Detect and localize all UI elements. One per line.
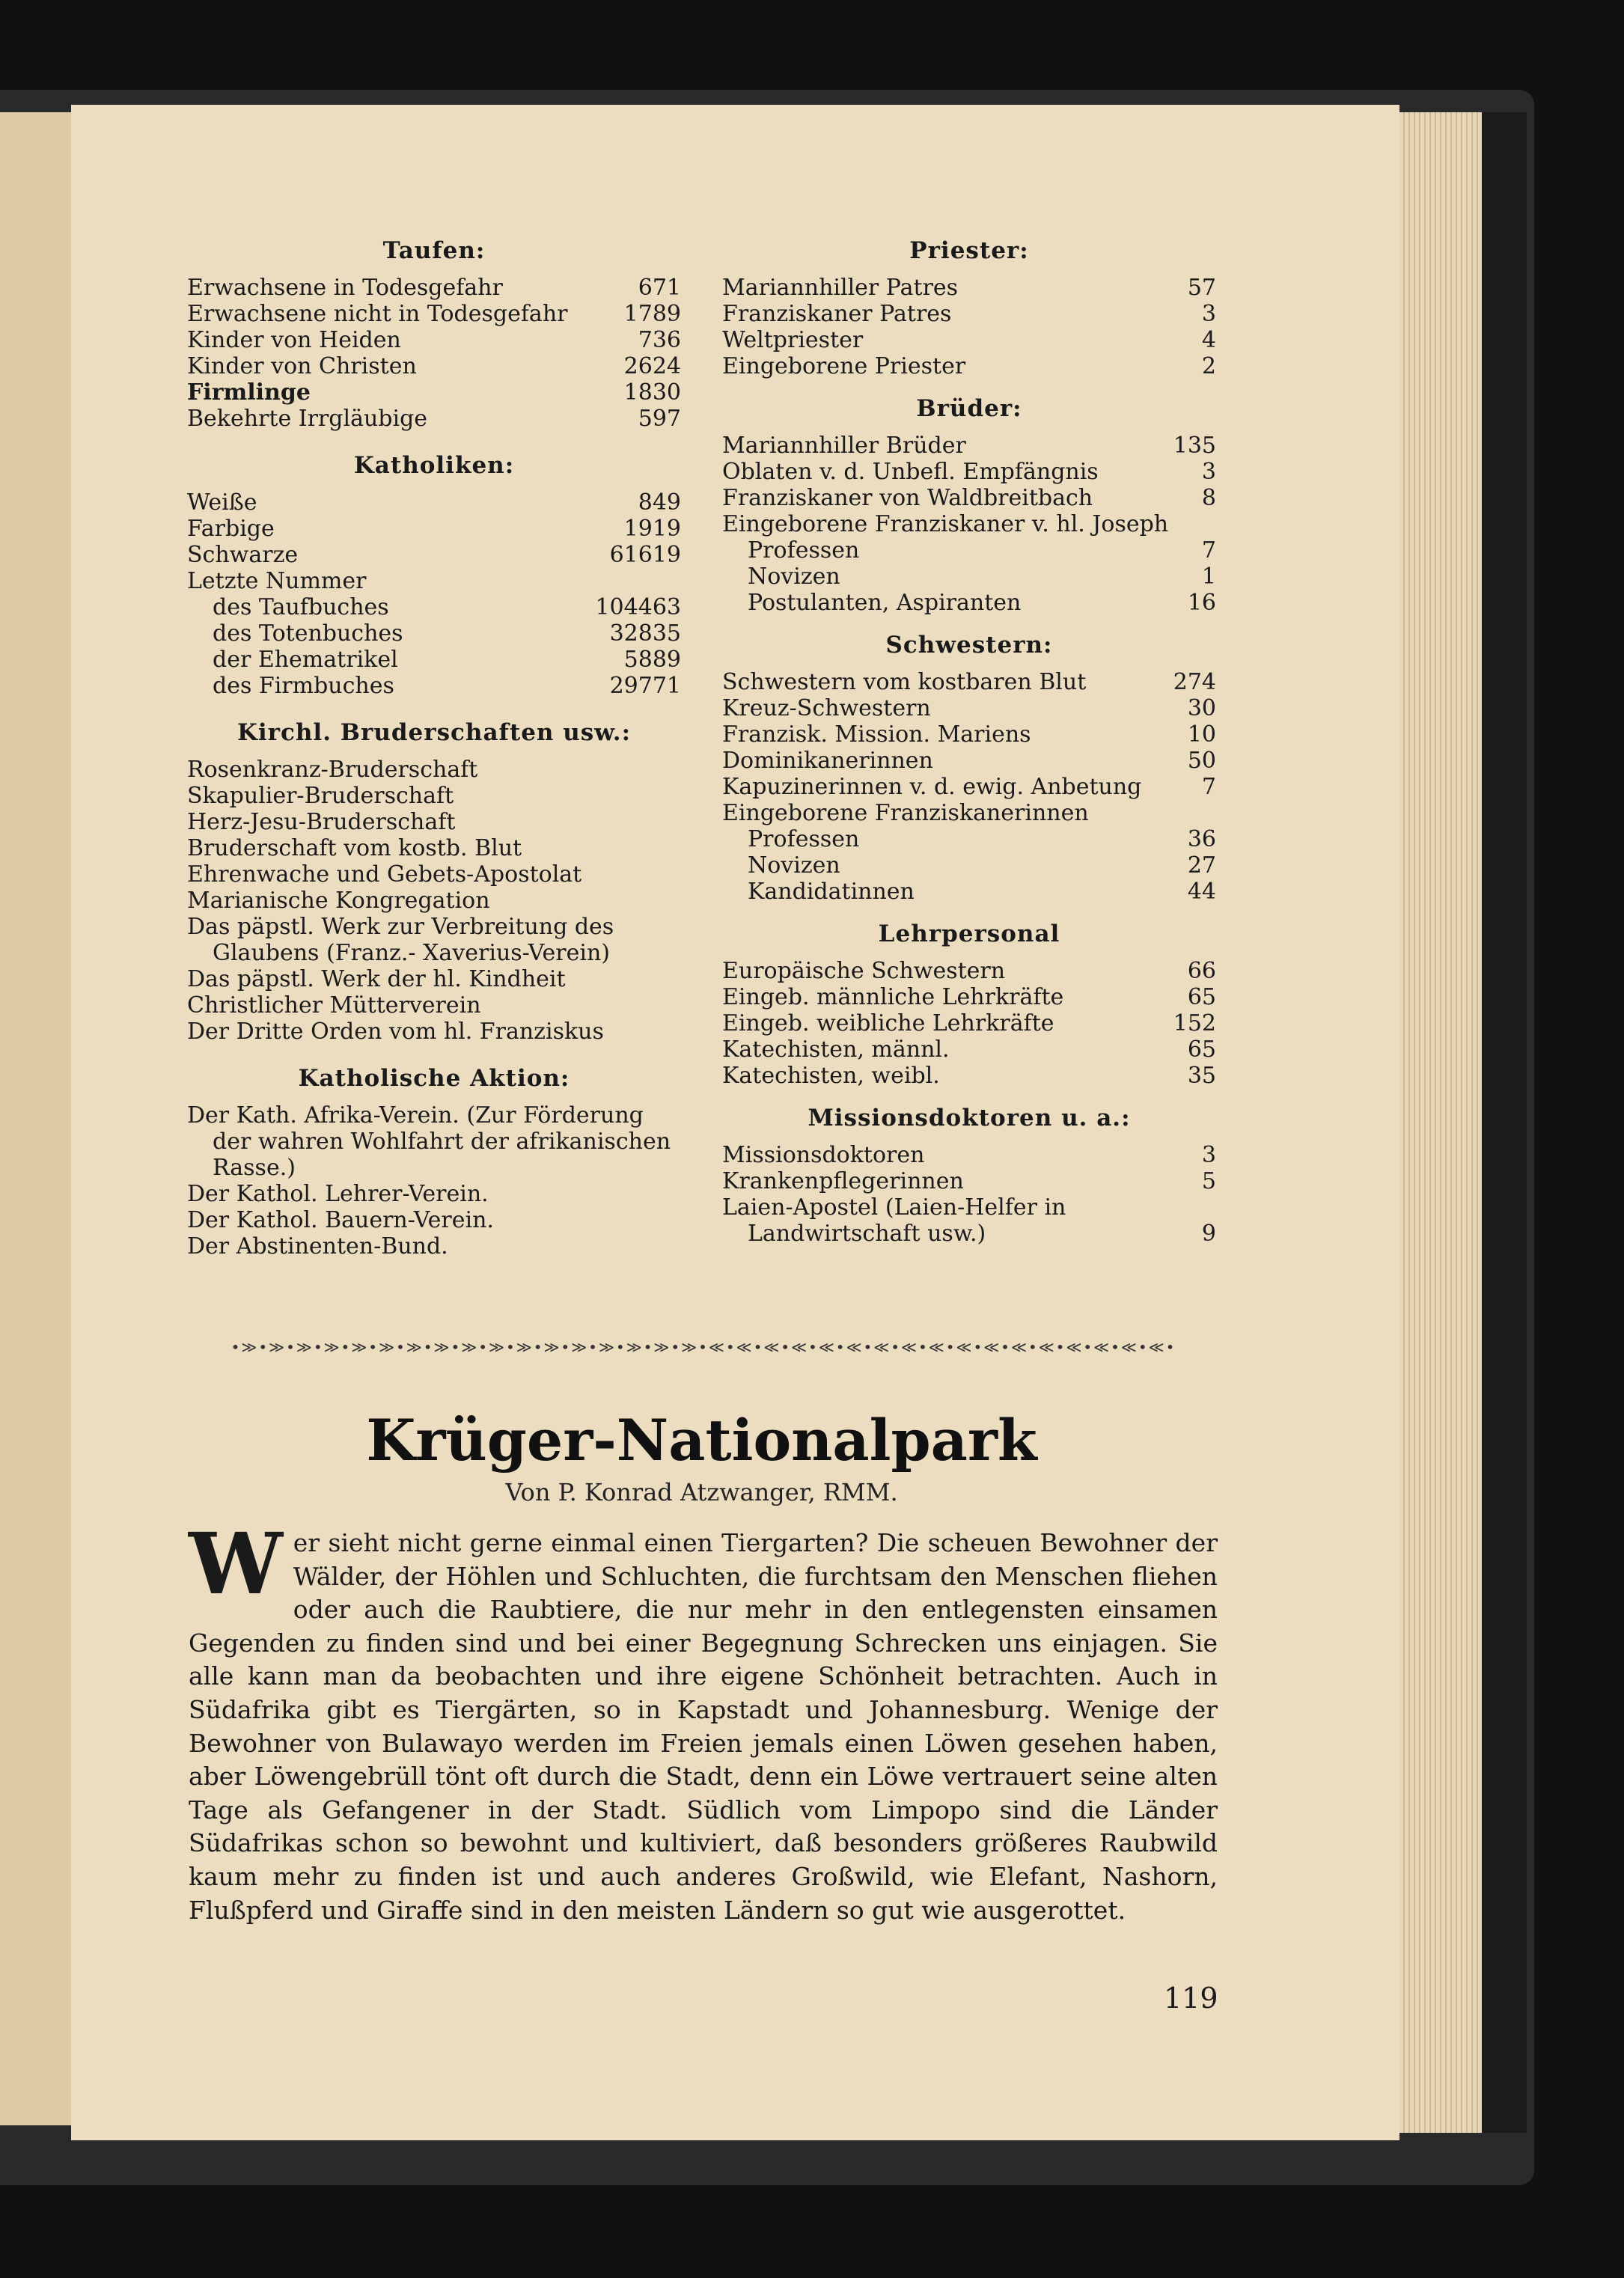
- list-item: Katechisten, männl. 65: [722, 1036, 1216, 1063]
- list-item: Der Kath. Afrika-Verein. (Zur Förderung der wahren Wohlfahrt der afrikanischen Rasse.): [187, 1102, 671, 1181]
- list-item: Der Abstinenten-Bund.: [187, 1233, 448, 1259]
- list-item: Novizen 1: [748, 564, 1216, 590]
- left-column: [187, 238, 681, 1259]
- article-text: er sieht nicht gerne einmal einen Tiergarten? Die scheuen Bewohner der Wälder, der Höhlen und Schluchten, die furchtsam den Menschen fliehen oder auch die Raubtiere, die nur mehr in den entlegensten einsamen Gegenden zu finden sind und bei einer Begegnung Schrecken uns einjagen. Sie alle kann man da beobachten und ihre eigene Schönheit betrachten. Auch in Südafrika gibt es Tiergärten, so in Kapstadt und Johannesburg. Wenige der Bewohner von Bulawayo werden im Freien jemals einen Löwen gesehen haben, aber Löwengebrüll tönt oft durch die Stadt, denn ein Löwe vertrauert seine alten Tage als Gefangener in der Stadt. Südlich vom Limpopo sind die Länder Südafrikas schon so bewohnt und kultiviert, daß besonders größeres Raubwild kaum mehr zu finden ist und auch anderes Großwild, wie Elefant, Nashorn, Flußpferd und Giraffe sind in den meisten Ländern so gut wie ausgerottet.: [189, 1528, 1218, 1925]
- schwestern-list: [722, 669, 1216, 905]
- page-number: 119: [1164, 1982, 1218, 2015]
- section-heading-priester: Priester:: [909, 237, 1029, 264]
- missionsdoktoren-list: [722, 1142, 1216, 1247]
- list-item: Der Dritte Orden vom hl. Franziskus: [187, 1019, 604, 1045]
- list-item: Kapuzinerinnen v. d. ewig. Anbetung 7: [722, 774, 1216, 800]
- list-item: Weltpriester 4: [722, 327, 1216, 353]
- list-item: Missionsdoktoren 3: [722, 1142, 1216, 1168]
- list-item: Marianische Kongregation: [187, 888, 490, 914]
- list-item: Rosenkranz-Bruderschaft: [187, 757, 478, 783]
- ornamental-divider: •≫•≫•≫•≫•≫•≫•≫•≫•≫•≫•≫•≫•≫•≫•≫•≫•≫•≪•≪•≪•≪•≪•≪•≪•≪•≪•≪•≪•≪•≪•≪•≪•≪•≪•: [231, 1338, 1176, 1356]
- katholiken-list: [187, 489, 681, 699]
- list-item: Europäische Schwestern 66: [722, 958, 1216, 984]
- list-item: Krankenpflegerinnen 5: [722, 1168, 1216, 1194]
- list-item: Eingeborene Priester 2: [722, 353, 1216, 379]
- list-subheading: Eingeborene Franziskanerinnen: [722, 800, 1089, 826]
- list-item: Schwarze 61619: [187, 542, 681, 568]
- list-subheading: Letzte Nummer: [187, 568, 367, 594]
- list-item: Eingeb. männliche Lehrkräfte 65: [722, 984, 1216, 1010]
- list-item: Schwestern vom kostbaren Blut 274: [722, 669, 1216, 695]
- list-item: Katechisten, weibl. 35: [722, 1063, 1216, 1089]
- previous-page-edge: [0, 112, 71, 2125]
- list-item: des Totenbuches 32835: [213, 620, 681, 647]
- list-item: Herz-Jesu-Bruderschaft: [187, 809, 456, 835]
- aktion-list: [187, 1102, 681, 1259]
- list-item: Mariannhiller Brüder 135: [722, 433, 1216, 459]
- list-item: Franzisk. Mission. Mariens 10: [722, 721, 1216, 748]
- lehrpersonal-list: [722, 958, 1216, 1089]
- list-item: Firmlinge 1830: [187, 379, 681, 406]
- section-heading-missionsdoktoren: Missionsdoktoren u. a.:: [808, 1105, 1131, 1132]
- bruderschaften-list: [187, 757, 681, 1045]
- list-item: Erwachsene nicht in Todesgefahr 1789: [187, 301, 681, 327]
- list-item: Franziskaner von Waldbreitbach 8: [722, 485, 1216, 511]
- list-item: Das päpstl. Werk der hl. Kindheit: [187, 966, 566, 992]
- list-item: des Firmbuches 29771: [213, 673, 681, 699]
- article-byline: Von P. Konrad Atzwanger, RMM.: [505, 1478, 898, 1506]
- list-item: Oblaten v. d. Unbefl. Empfängnis 3: [722, 459, 1216, 485]
- list-item: Eingeb. weibliche Lehrkräfte 152: [722, 1010, 1216, 1036]
- list-item: Professen 7: [748, 537, 1216, 564]
- list-item: Professen 36: [748, 826, 1216, 852]
- section-heading-katholiken: Katholiken:: [353, 452, 515, 479]
- list-subheading: Eingeborene Franziskaner v. hl. Joseph: [722, 511, 1169, 537]
- list-item: Mariannhiller Patres 57: [722, 275, 1216, 301]
- list-item: Erwachsene in Todesgefahr 671: [187, 275, 681, 301]
- list-item: Dominikanerinnen 50: [722, 748, 1216, 774]
- cover-edge: [1482, 112, 1527, 2133]
- list-item: Franziskaner Patres 3: [722, 301, 1216, 327]
- list-item: Ehrenwache und Gebets-Apostolat: [187, 861, 582, 888]
- list-item: Weiße 849: [187, 489, 681, 516]
- list-item: Kinder von Christen 2624: [187, 353, 681, 379]
- list-item: Bekehrte Irrgläubige 597: [187, 406, 681, 432]
- list-item: Laien-Apostel (Laien-Helfer in Landwirtschaft usw.) 9: [722, 1194, 1216, 1247]
- list-item: Der Kathol. Bauern-Verein.: [187, 1207, 494, 1233]
- list-item: des Taufbuches 104463: [213, 594, 681, 620]
- list-item: Der Kathol. Lehrer-Verein.: [187, 1181, 489, 1207]
- list-item: Kreuz-Schwestern 30: [722, 695, 1216, 721]
- article-title: Krüger-Nationalpark: [366, 1407, 1037, 1474]
- list-item: Kandidatinnen 44: [748, 879, 1216, 905]
- priester-list: [722, 275, 1216, 379]
- section-heading-taufen: Taufen:: [382, 237, 486, 264]
- list-item: Farbige 1919: [187, 516, 681, 542]
- list-item: Christlicher Mütterverein: [187, 992, 481, 1019]
- brueder-list: [722, 433, 1216, 616]
- drop-cap: W: [189, 1515, 283, 1613]
- list-item: Novizen 27: [748, 852, 1216, 879]
- list-item: Bruderschaft vom kostb. Blut: [187, 835, 522, 861]
- list-item: Postulanten, Aspiranten 16: [748, 590, 1216, 616]
- right-column: [722, 238, 1216, 1247]
- taufen-list: [187, 275, 681, 432]
- section-heading-lehrpersonal: Lehrpersonal: [878, 920, 1060, 947]
- page-stack: [1399, 112, 1482, 2133]
- section-heading-aktion: Katholische Aktion:: [298, 1065, 570, 1092]
- list-item: der Ehematrikel 5889: [213, 647, 681, 673]
- section-heading-brueder: Brüder:: [916, 395, 1022, 422]
- list-item: Kinder von Heiden 736: [187, 327, 681, 353]
- article-body: [189, 1515, 1218, 1927]
- section-heading-schwestern: Schwestern:: [885, 632, 1053, 659]
- section-heading-bruderschaften: Kirchl. Bruderschaften usw.:: [236, 719, 632, 746]
- list-item: Das päpstl. Werk zur Verbreitung des Glaubens (Franz.- Xaverius-Verein): [187, 914, 614, 966]
- list-item: Skapulier-Bruderschaft: [187, 783, 454, 809]
